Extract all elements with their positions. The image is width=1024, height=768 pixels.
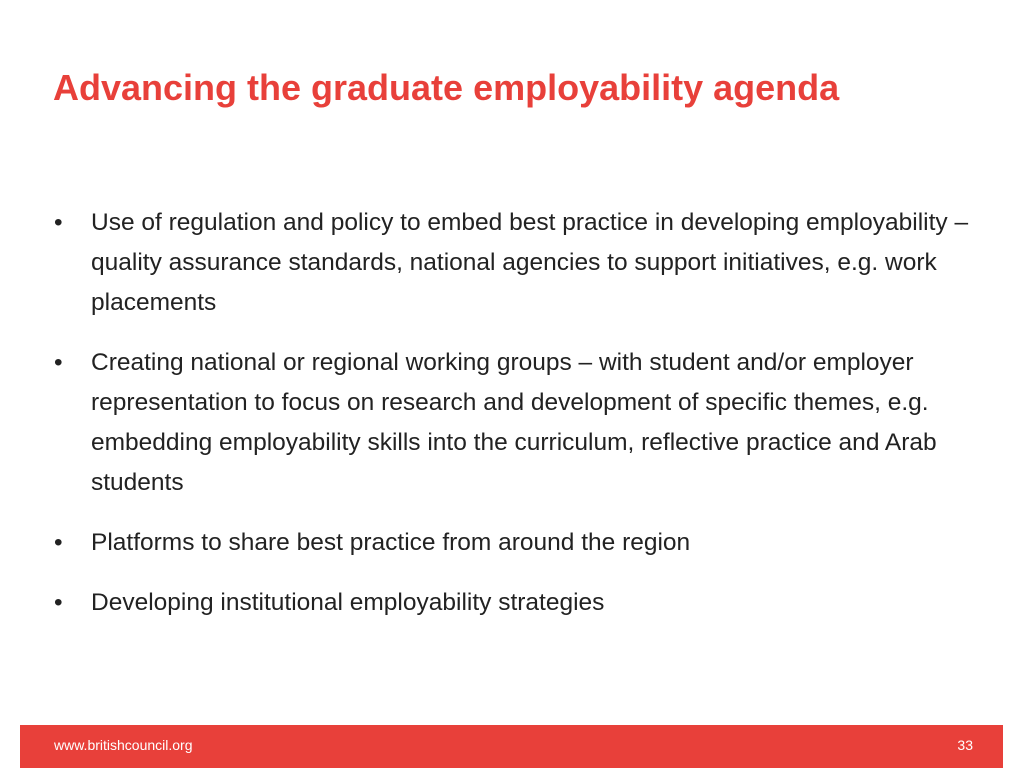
- bullet-text: Developing institutional employability strategies: [91, 589, 605, 616]
- bullet-mark: •: [54, 209, 63, 236]
- bullet-list: [53, 203, 973, 623]
- bullet-item: [53, 583, 973, 623]
- bullet-item: [53, 343, 973, 503]
- bullet-mark: •: [54, 349, 63, 376]
- footer-bar: [20, 725, 1003, 768]
- bullet-item: [53, 523, 973, 563]
- bullet-text: Platforms to share best practice from around the region: [91, 529, 691, 556]
- bullet-mark: •: [54, 589, 63, 616]
- footer-url-link[interactable]: www.britishcouncil.org: [54, 737, 193, 753]
- bullet-item: [53, 203, 973, 323]
- slide-title: Advancing the graduate employability agenda: [53, 67, 840, 108]
- bullet-mark: •: [54, 529, 63, 556]
- bullet-text: Creating national or regional working groups – with student and/or employer representation to focus on research and development of specific themes, e.g. embedding employability skills into the curriculum, reflective practice and Arab students: [91, 349, 937, 496]
- bullet-text: Use of regulation and policy to embed best practice in developing employability – quality assurance standards, national agencies to support initiatives, e.g. work placements: [91, 209, 969, 316]
- page-number: 33: [957, 737, 973, 753]
